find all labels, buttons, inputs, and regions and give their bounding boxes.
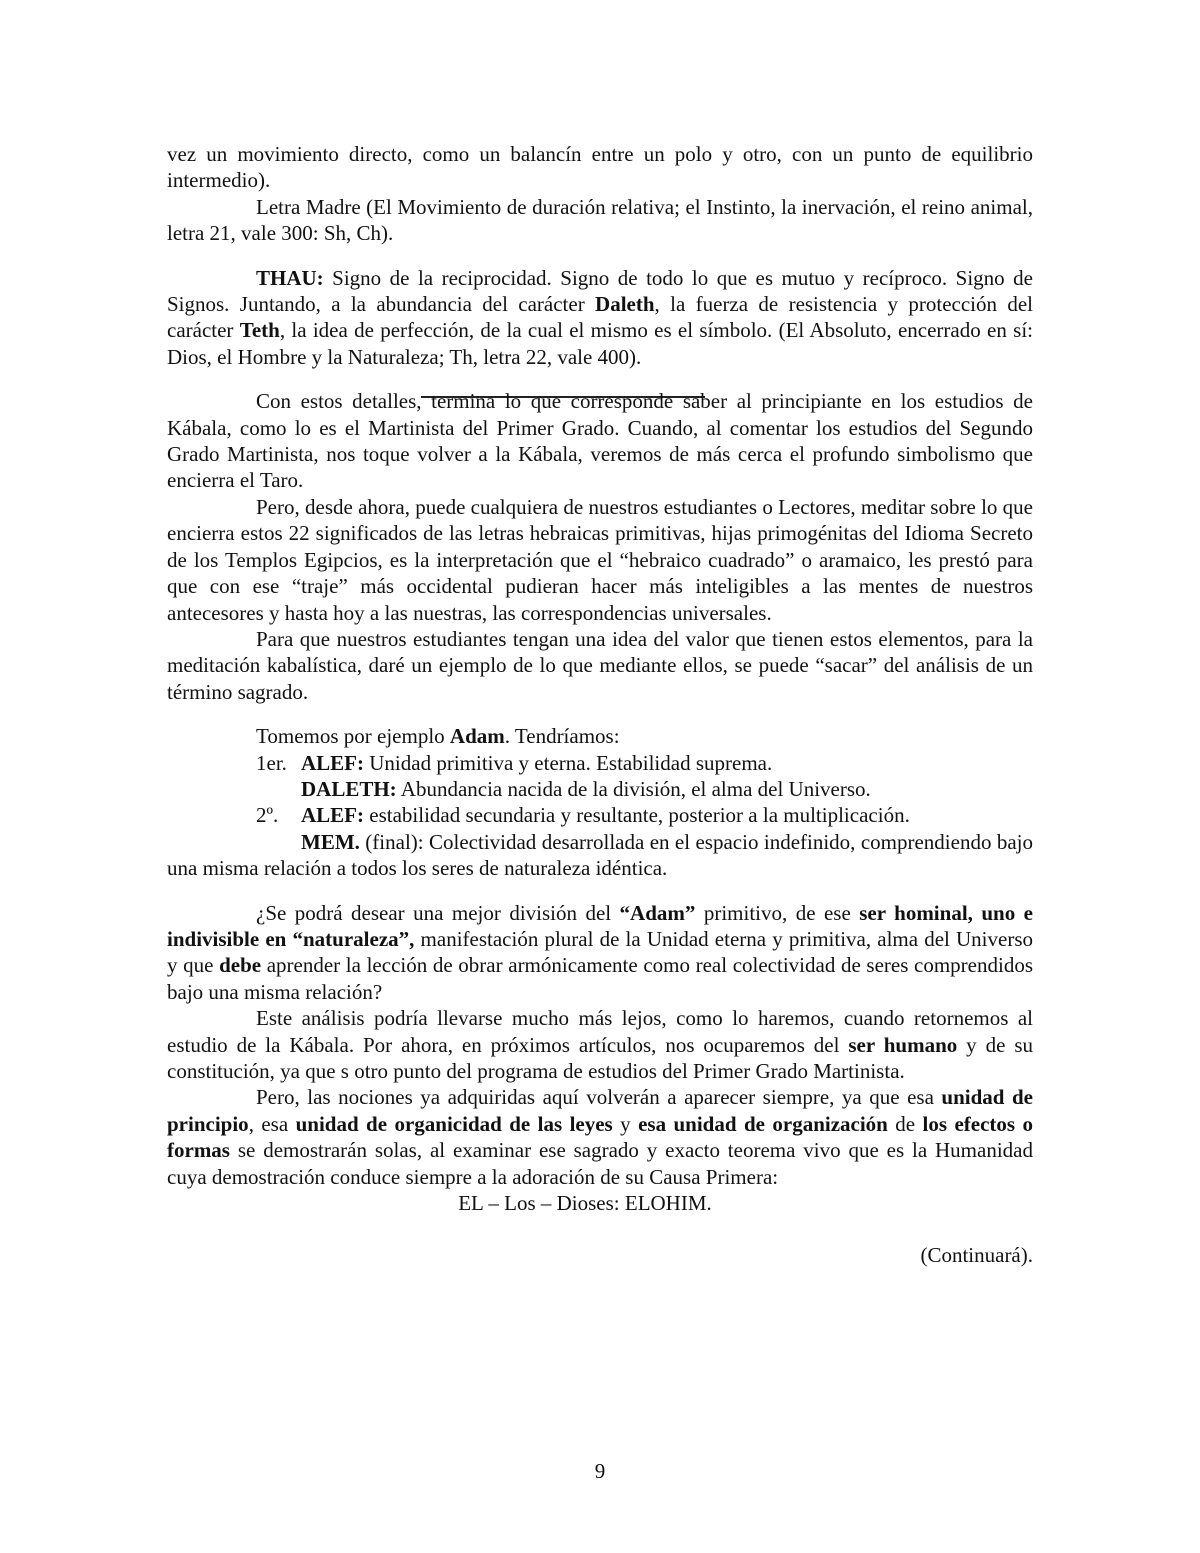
page-number: 9 — [594, 1459, 606, 1483]
paragraph-thau: THAU: Signo de la reciprocidad. Signo de todo lo que es mutuo y recíproco. Signo de Signos. Juntando, a la abundancia del carácter Daleth, la fuerza de resistencia y protección del carácter Teth, la idea de perfección, de la cual el mismo es el símbolo. (El Absoluto, encerrado en sí: Dios, el Hombre y la Naturaleza; Th, letra 22, vale 400). — [167, 265, 1033, 369]
list-item: 2º. ALEF: estabilidad secundaria y resultante, posterior a la multiplicación. — [256, 803, 910, 828]
list-item-mem: MEM. (final): Colectividad desarrollada en el espacio indefinido, comprendiendo bajo una misma relación a todos los seres de naturaleza idéntica. — [167, 829, 1033, 881]
centered-line: EL – Los – Dioses: ELOHIM. — [458, 1191, 712, 1216]
list-item: 1er. ALEF: Unidad primitiva y eterna. Estabilidad suprema. — [256, 750, 773, 775]
paragraph-este-analisis: Este análisis podría llevarse mucho más lejos, como lo haremos, cuando retornemos al estudio de la Kábala. Por ahora, en próximos artículos, nos ocuparemos del ser humano y de su constitución, ya que s otro punto del programa de estudios del Primer Grado Martinista. — [167, 1006, 1033, 1083]
paragraph-las-nociones: Pero, las nociones ya adquiridas aquí volverán a aparecer siempre, ya que esa unidad de principio, esa unidad de organicidad de las leyes y esa unidad de organización de los efectos o formas se demostrarán solas, al examinar ese sagrado y exacto teorema vivo que es la Humanidad cuya demostración conduce siempre a la adoración de su Causa Primera: — [167, 1085, 1033, 1189]
term-daleth: Daleth — [595, 292, 655, 317]
paragraph-continuation: vez un movimiento directo, como un balancín entre un polo y otro, con un punto de equilibrio intermedio). — [167, 142, 1033, 193]
continues-note: (Continuará). — [920, 1243, 1033, 1268]
paragraph-se-podra: ¿Se podrá desear una mejor división del “Adam” primitivo, de ese ser hominal, uno e indivisible en “naturaleza”, manifestación plural de la Unidad eterna y primitiva, alma del Universo y que debe aprender la lección de obrar armónicamente como real colectividad de seres comprendidos bajo una misma relación? — [167, 900, 1033, 1004]
list-intro: Tomemos por ejemplo Adam. Tendríamos: — [256, 724, 620, 749]
document-body — [167, 141, 1033, 1269]
term-thau: THAU: — [256, 265, 324, 290]
paragraph-con-estos-detalles: Con estos detalles, termina lo que corresponde saber al principiante en los estudios de Kábala, como lo es el Martinista del Primer Grado. Cuando, al comentar los estudios del Segundo Grado Martinista, nos toque volver a la Kábala, veremos de más cerca el profundo simbolismo que encierra el Taro. — [167, 389, 1033, 493]
paragraph-letra-madre: Letra Madre (El Movimiento de duración relativa; el Instinto, la inervación, el reino animal, letra 21, vale 300: Sh, Ch). — [167, 194, 1033, 246]
adam-example — [167, 723, 1033, 881]
paragraph-para-que: Para que nuestros estudiantes tengan una idea del valor que tienen estos elementos, para la meditación kabalística, daré un ejemplo de lo que mediante ellos, se puede “sacar” del análisis de un término sagrado. — [167, 626, 1033, 704]
list-item: DALETH: Abundancia nacida de la división, el alma del Universo. — [301, 776, 871, 801]
paragraph-pero-desde-ahora: Pero, desde ahora, puede cualquiera de nuestros estudiantes o Lectores, meditar sobre lo que encierra estos 22 significados de las letras hebraicas primitivas, hijas primogénitas del Idioma Secreto de los Templos Egipcios, es la interpretación que el “hebraico cuadrado” o aramaico, les prestó para que con ese “traje” más occidental pudieran hacer más inteligibles a las mentes de nuestros antecesores y hasta hoy a las nuestras, las correspondencias universales. — [167, 494, 1033, 625]
term-teth: Teth — [239, 318, 280, 343]
